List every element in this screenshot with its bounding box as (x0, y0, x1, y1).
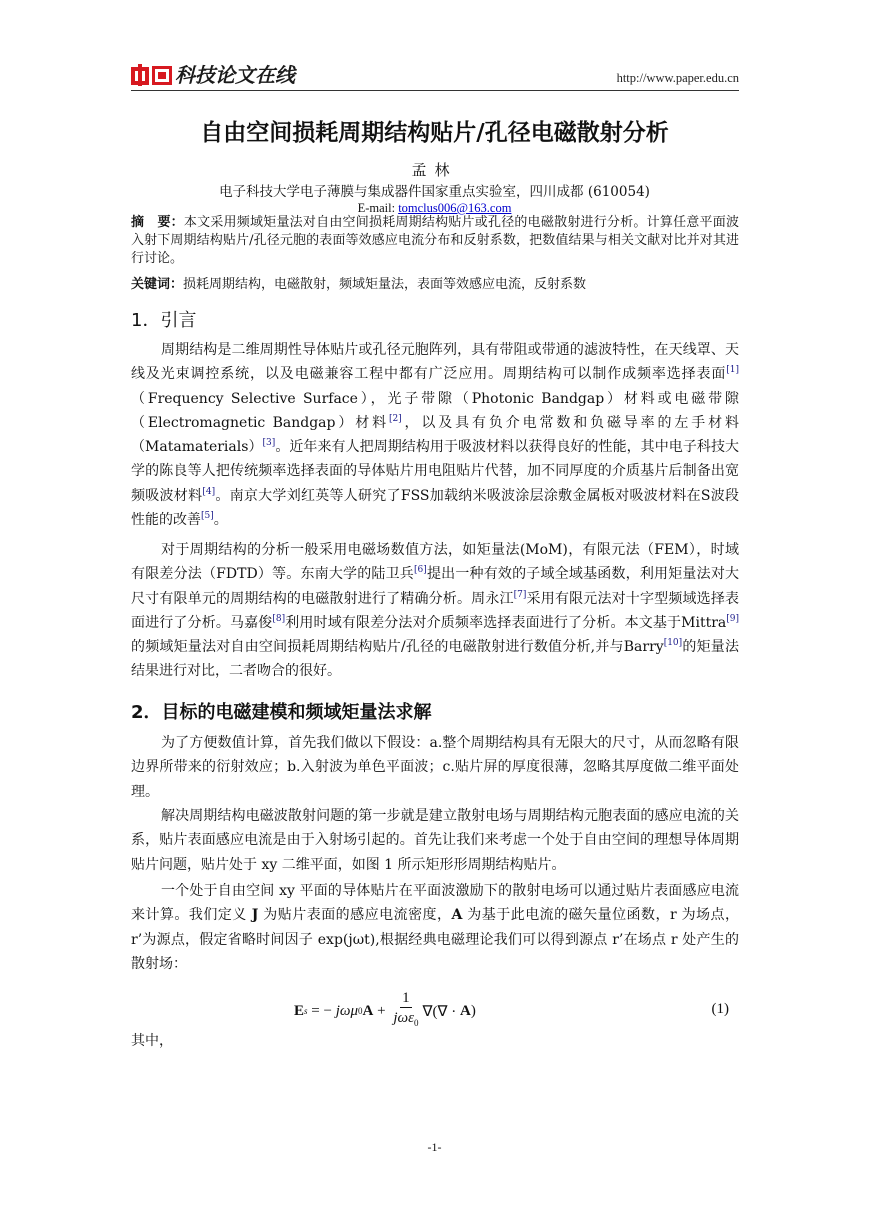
author-affiliation: 电子科技大学电子薄膜与集成器件国家重点实验室，四川成都 (610054) (219, 184, 650, 200)
page-header (131, 62, 739, 91)
citation-9[interactable]: [9] (726, 613, 740, 624)
abstract-label: 摘 要： (131, 215, 184, 230)
section-heading-introduction: 1．引言 (131, 310, 197, 331)
citation-10[interactable]: [10] (663, 638, 683, 649)
citation-5[interactable]: [5] (201, 511, 214, 522)
site-url[interactable]: http://www.paper.edu.cn (616, 71, 739, 85)
email-label: E-mail: (357, 201, 396, 215)
equation-number: (1) (711, 1001, 729, 1017)
paper-title: 自由空间损耗周期结构贴片/孔径电磁散射分析 (200, 120, 669, 146)
abstract (131, 214, 739, 268)
citation-6[interactable]: [6] (414, 565, 427, 576)
keywords-label: 关键词： (131, 277, 184, 292)
page-number: -1- (427, 1140, 442, 1154)
citation-2[interactable]: [2] (388, 413, 402, 424)
site-logo[interactable] (131, 63, 295, 87)
citation-4[interactable]: [4] (202, 486, 216, 497)
paragraph-current-relation: 解决周期结构电磁波散射问题的第一步就是建立散射电场与周期结构元胞表面的感应电流的关系，贴片表面感应电流是由于入射场引起的。首先让我们来考虑一个处于自由空间的理想导体周期贴片问题，贴片处于 xy 二维平面，如图 1 所示矩形形周期结构贴片。 (131, 808, 739, 873)
keywords-text: 损耗周期结构，电磁散射，频域矩量法，表面等效感应电流，反射系数 (183, 277, 587, 292)
paragraph-intro-2: 对于周期结构的分析一般采用电磁场数值方法，如矩量法(MoM)，有限元法（FEM），时域有限差分法（FDTD）等。东南大学的陆卫兵[6]提出一种有效的子域全域基函数，利用矩量法对大尺寸有限单元的周期结构的电磁散射进行了精确分析。周永江[7]采用有限元法对十字型频域选择表面进行了分析。马嘉俊[8]利用时域有限差分法对介质频率选择表面进行了分析。本文基于Mittra[9]的频域矩量法对自由空间损耗周期结构贴片/孔径的电磁散射进行数值分析,并与Barry[10]的矩量法结果进行对比，二者吻合的很好。 (131, 542, 740, 680)
equation-body: E s = − jωμ 0 A + $\frac{1}{j\omega\varepsilon_0}$ ∇(∇ · A ) (294, 989, 476, 1033)
paragraph-assumptions: 为了方便数值计算，首先我们做以下假设：a.整个周期结构具有无限大的尺寸，从而忽略有限边界所带来的衍射效应；b.入射波为单色平面波；c.贴片屏的厚度很薄，忽略其厚度做二维平面处理。 (131, 735, 739, 800)
citation-7[interactable]: [7] (513, 589, 527, 600)
china-logo-icon (131, 64, 173, 86)
paragraph-where: 其中， (131, 1033, 173, 1049)
citation-3[interactable]: [3] (262, 438, 276, 449)
paragraph-intro-1: 周期结构是二维周期性导体贴片或孔径元胞阵列，具有带阻或带通的滤波特性，在天线罩、天线及光束调控系统，以及电磁兼容工程中都有广泛应用。周期结构可以制作成频率选择表面[1]（Frequency Selective Surface），光子带隙（Photonic Bandgap）材料或电磁带隙（Electromagnetic Bandgap）材料[2]，以及具有负介电常数和负磁导率的左手材料（Matamaterials）[3]。近年来有人把周期结构用于吸波材料以获得良好的性能，其中电子科技大学的陈良等人把传统频率选择表面的导体贴片用电阻贴片代替，加不同厚度的介质基片后制备出宽频吸波材料[4]。南京大学刘红英等人研究了FSS加载纳米吸波涂层涂敷金属板对吸波材料在S波段性能的改善[5]。 (131, 342, 740, 529)
keywords (131, 276, 739, 294)
citation-1[interactable]: [1] (726, 365, 739, 376)
logo-text: 科技论文在线 (175, 63, 295, 87)
email-link[interactable]: tomclus006@163.com (398, 201, 512, 215)
author-name: 孟林 (411, 161, 458, 179)
citation-8[interactable]: [8] (272, 613, 286, 624)
equation-fraction: $\frac{1}{j\omega\varepsilon_0}$ (393, 990, 419, 1028)
abstract-text: 本文采用频域矩量法对自由空间损耗周期结构贴片或孔径的电磁散射进行分析。计算任意平面波入射下周期结构贴片/孔径元胞的表面等效感应电流分布和反射系数，把数值结果与相关文献对比并对其进行讨论。 (131, 215, 739, 266)
equation-1 (131, 985, 739, 1035)
section-heading-modeling: 2．目标的电磁建模和频域矩量法求解 (131, 702, 432, 723)
paragraph-scattered-field: 一个处于自由空间 xy 平面的导体贴片在平面波激励下的散射电场可以通过贴片表面感应电流来计算。我们定义 J 为贴片表面的感应电流密度，A 为基于此电流的磁矢量位函数，r 为场点，r’为源点，假定省略时间因子 exp(jωt),根据经典电磁理论我们可以得到源点 r’在场点 r 处产生的散射场： (131, 883, 740, 972)
